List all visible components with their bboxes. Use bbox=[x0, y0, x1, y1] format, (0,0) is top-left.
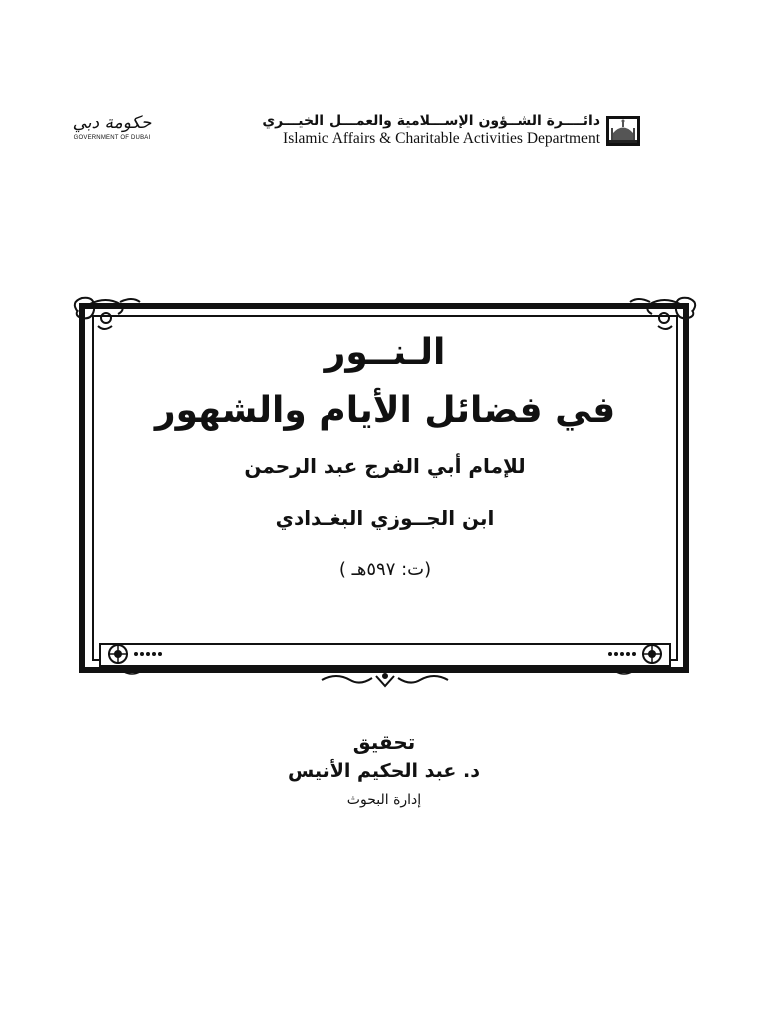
editor-block bbox=[184, 728, 584, 814]
mosque-emblem-icon bbox=[606, 116, 640, 146]
editor-name: د. عبد الحكيم الأنيس bbox=[288, 760, 480, 782]
author-line-2: ابن الجــوزي البغـدادي bbox=[275, 506, 495, 530]
dubai-logo-caption: GOVERNMENT OF DUBAI bbox=[73, 135, 151, 141]
department-name-arabic: دائــــرة الشــؤون الإســـلامية والعمـــل الخيـــري bbox=[262, 113, 600, 129]
center-bottom-flourish bbox=[322, 674, 448, 686]
editor-label: تحقيق bbox=[352, 730, 416, 754]
editor-department: إدارة البحوث bbox=[346, 792, 422, 808]
book-title: الـنــور bbox=[324, 332, 446, 373]
dubai-logo-script: حكومة دبي bbox=[72, 113, 152, 133]
book-title-block bbox=[80, 330, 690, 582]
death-date: (ت: ٥٩٧هـ ) bbox=[338, 559, 432, 580]
government-of-dubai-logo bbox=[70, 112, 154, 150]
book-subtitle: في فضائل الأيام والشهور bbox=[154, 390, 616, 431]
department-header bbox=[200, 112, 600, 152]
department-name-english: Islamic Affairs & Charitable Activities Department bbox=[283, 130, 600, 147]
author-line-1: للإمام أبي الفرج عبد الرحمن bbox=[244, 454, 526, 478]
